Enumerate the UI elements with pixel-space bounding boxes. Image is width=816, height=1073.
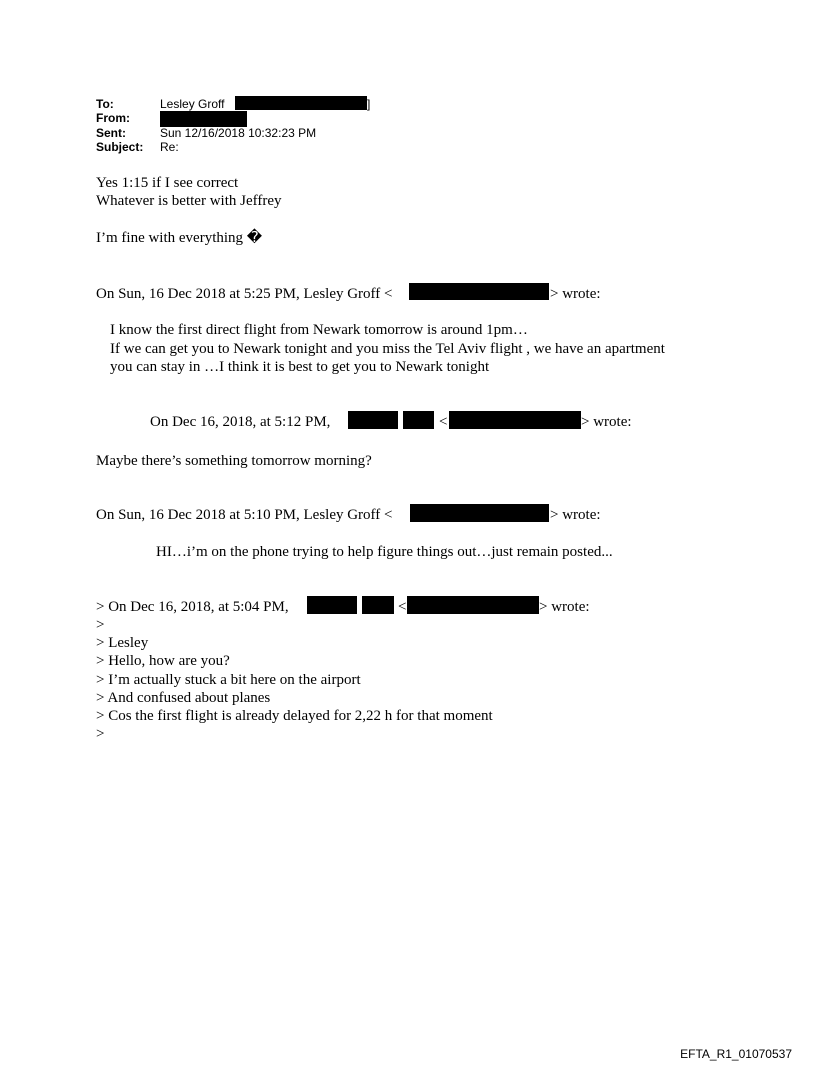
- sent-value: Sun 12/16/2018 10:32:23 PM: [160, 126, 317, 140]
- redaction-from: [160, 111, 247, 127]
- to-label: To:: [96, 97, 114, 111]
- to-bracket: ]: [367, 97, 371, 111]
- attribution-suffix: > wrote:: [581, 414, 632, 430]
- quote-line: you can stay in …I think it is best to get you to Newark tonight: [110, 359, 490, 375]
- subject-value: Re:: [160, 140, 179, 154]
- attribution-suffix: > wrote:: [539, 599, 590, 615]
- quote-line: >: [96, 617, 105, 633]
- attribution-prefix: On Sun, 16 Dec 2018 at 5:25 PM, Lesley Groff <: [96, 286, 393, 302]
- quote-line: > Cos the first flight is already delayed for 2,22 h for that moment: [96, 708, 493, 724]
- attribution-lt: <: [439, 414, 448, 430]
- document-id: EFTA_R1_01070537: [680, 1047, 792, 1061]
- message-line: Yes 1:15 if I see correct: [96, 175, 239, 191]
- subject-label: Subject:: [96, 140, 144, 154]
- message-line: I’m fine with everything �: [96, 230, 263, 246]
- quote-line: HI…i’m on the phone trying to help figure things out…just remain posted...: [156, 544, 613, 560]
- to-value: Lesley Groff: [160, 97, 225, 111]
- quote-line: >: [96, 726, 105, 742]
- redaction-email: [449, 411, 581, 429]
- quote-line: If we can get you to Newark tonight and you miss the Tel Aviv flight , we have an apartment: [110, 341, 665, 357]
- quote-line: > And confused about planes: [96, 690, 271, 706]
- attribution-prefix: On Sun, 16 Dec 2018 at 5:10 PM, Lesley Groff <: [96, 507, 393, 523]
- attribution-prefix: On Dec 16, 2018, at 5:12 PM,: [150, 414, 331, 430]
- attribution-prefix: > On Dec 16, 2018, at 5:04 PM,: [96, 599, 289, 615]
- quote-attribution: [96, 285, 392, 303]
- redaction-name: [348, 411, 398, 429]
- quote-line: I know the first direct flight from Newark tomorrow is around 1pm…: [110, 322, 528, 338]
- redaction-email: [410, 504, 549, 522]
- redaction-email: [407, 596, 539, 614]
- redaction-name: [403, 411, 434, 429]
- quote-line: > Lesley: [96, 635, 149, 651]
- redaction-email: [409, 283, 549, 300]
- attribution-lt: <: [398, 599, 407, 615]
- redaction-name: [362, 596, 394, 614]
- from-label: From:: [96, 111, 130, 125]
- quote-line: > I’m actually stuck a bit here on the airport: [96, 672, 361, 688]
- redaction-to-address: [235, 96, 367, 110]
- attribution-suffix: > wrote:: [550, 507, 601, 523]
- quote-line: Maybe there’s something tomorrow morning?: [96, 453, 372, 469]
- attribution-suffix: > wrote:: [550, 286, 601, 302]
- redaction-name: [307, 596, 357, 614]
- sent-label: Sent:: [96, 126, 126, 140]
- quote-line: > Hello, how are you?: [96, 653, 230, 669]
- message-line: Whatever is better with Jeffrey: [96, 193, 282, 209]
